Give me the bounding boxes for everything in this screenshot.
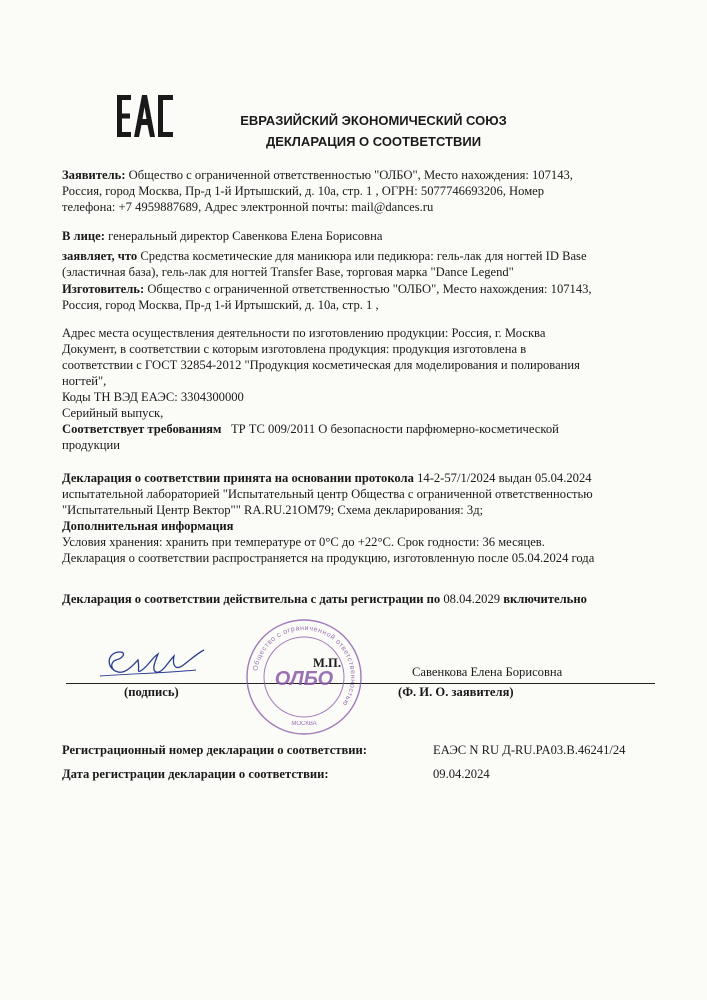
name-caption: (Ф. И. О. заявителя) <box>398 685 514 699</box>
document-title: ДЕКЛАРАЦИЯ О СООТВЕТСТВИИ <box>265 134 482 149</box>
basis-section <box>62 470 672 518</box>
applicant-label: Заявитель: <box>62 168 126 182</box>
basis-label: Декларация о соответствии принята на основании протокола <box>62 471 414 485</box>
declares-label: заявляет, что <box>62 249 138 263</box>
additional-line2: Декларация о соответствии распространяется на продукцию, изготовленную после 05.04.2024 года <box>62 551 595 565</box>
declares-line1: Средства косметические для маникюра или педикюра: гель-лак для ногтей ID Base <box>140 249 587 263</box>
company-stamp <box>244 617 364 737</box>
manufacturer-line4: Документ, в соответствии с которым изготовлена продукция: продукция изготовлена в <box>62 342 527 356</box>
validity-label: Декларация о соответствии действительна с даты регистрации по <box>62 592 441 606</box>
stamp-ring-text: Общество с ограниченной ответственностью <box>252 624 357 708</box>
declares-line2: (эластичная база), гель-лак для ногтей Transfer Base, торговая марка "Dance Legend" <box>62 265 514 279</box>
applicant-section <box>62 167 672 215</box>
mp-label: М.П. <box>313 656 341 670</box>
manufacturer-label: Изготовитель: <box>62 282 145 296</box>
validity-suffix: включительно <box>503 592 587 606</box>
registration-number-label: Регистрационный номер декларации о соответствии: <box>62 743 367 757</box>
manufacturer-line6: ногтей", <box>62 374 107 388</box>
requirements-section <box>62 421 672 453</box>
validity-date: 08.04.2029 <box>443 592 501 606</box>
requirements-label: Соответствует требованиям <box>62 422 222 436</box>
basis-line2: испытательной лабораторией "Испытательный центр Общества с ограниченной ответственностью <box>62 487 593 501</box>
basis-line1: 14-2-57/1/2024 выдан 05.04.2024 <box>417 471 592 485</box>
applicant-line3: телефона: +7 4959887689, Адрес электронной почты: mail@dances.ru <box>62 200 434 214</box>
person-label: В лице: <box>62 229 105 243</box>
handwritten-signature <box>96 640 206 685</box>
stamp-logo-text: ОЛБО <box>274 668 334 690</box>
manufacturer-line7: Коды ТН ВЭД ЕАЭС: 3304300000 <box>62 390 244 404</box>
additional-section <box>62 518 672 566</box>
registration-date: 09.04.2024 <box>433 767 490 781</box>
union-title: ЕВРАЗИЙСКИЙ ЭКОНОМИЧЕСКИЙ СОЮЗ <box>240 113 507 128</box>
additional-label: Дополнительная информация <box>62 519 234 533</box>
declares-section <box>62 248 672 280</box>
manufacturer-section <box>62 281 672 421</box>
manufacturer-line2: Россия, город Москва, Пр-д 1-й Иртышский, д. 10а, стр. 1 , <box>62 298 379 312</box>
applicant-line2: Россия, город Москва, Пр-д 1-й Иртышский, д. 10а, стр. 1 , ОГРН: 5077746693206, Номер <box>62 184 545 198</box>
registration-number: ЕАЭС N RU Д-RU.PA03.B.46241/24 <box>433 743 626 757</box>
manufacturer-line3: Адрес места осуществления деятельности по изготовлению продукции: Россия, г. Москва <box>62 326 546 340</box>
applicant-line1: Общество с ограниченной ответственностью "ОЛБО", Место нахождения: 107143, <box>128 168 573 182</box>
stamp-city: МОСКВА <box>291 721 317 727</box>
manufacturer-line5: соответствии с ГОСТ 32854-2012 "Продукция косметическая для моделирования и полирования <box>62 358 580 372</box>
signer-name: Савенкова Елена Борисовна <box>412 665 563 679</box>
person-text: генеральный директор Савенкова Елена Борисовна <box>108 229 383 243</box>
validity-section <box>62 591 672 607</box>
basis-line3: "Испытательный Центр Вектор"" RA.RU.21ОМ79; Схема декларирования: 3д; <box>62 503 484 517</box>
manufacturer-line8: Серийный выпуск, <box>62 406 164 420</box>
registration-date-label: Дата регистрации декларации о соответствии: <box>62 767 329 781</box>
person-section <box>62 228 672 244</box>
manufacturer-line1: Общество с ограниченной ответственностью "ОЛБО", Место нахождения: 107143, <box>147 282 592 296</box>
requirements-line1: ТР ТС 009/2011 О безопасности парфюмерно-косметической <box>230 422 559 436</box>
additional-line1: Условия хранения: хранить при температуре от 0°C до +22°C. Срок годности: 36 месяцев. <box>62 535 545 549</box>
signature-caption: (подпись) <box>124 685 179 699</box>
requirements-line2: продукции <box>62 438 121 452</box>
